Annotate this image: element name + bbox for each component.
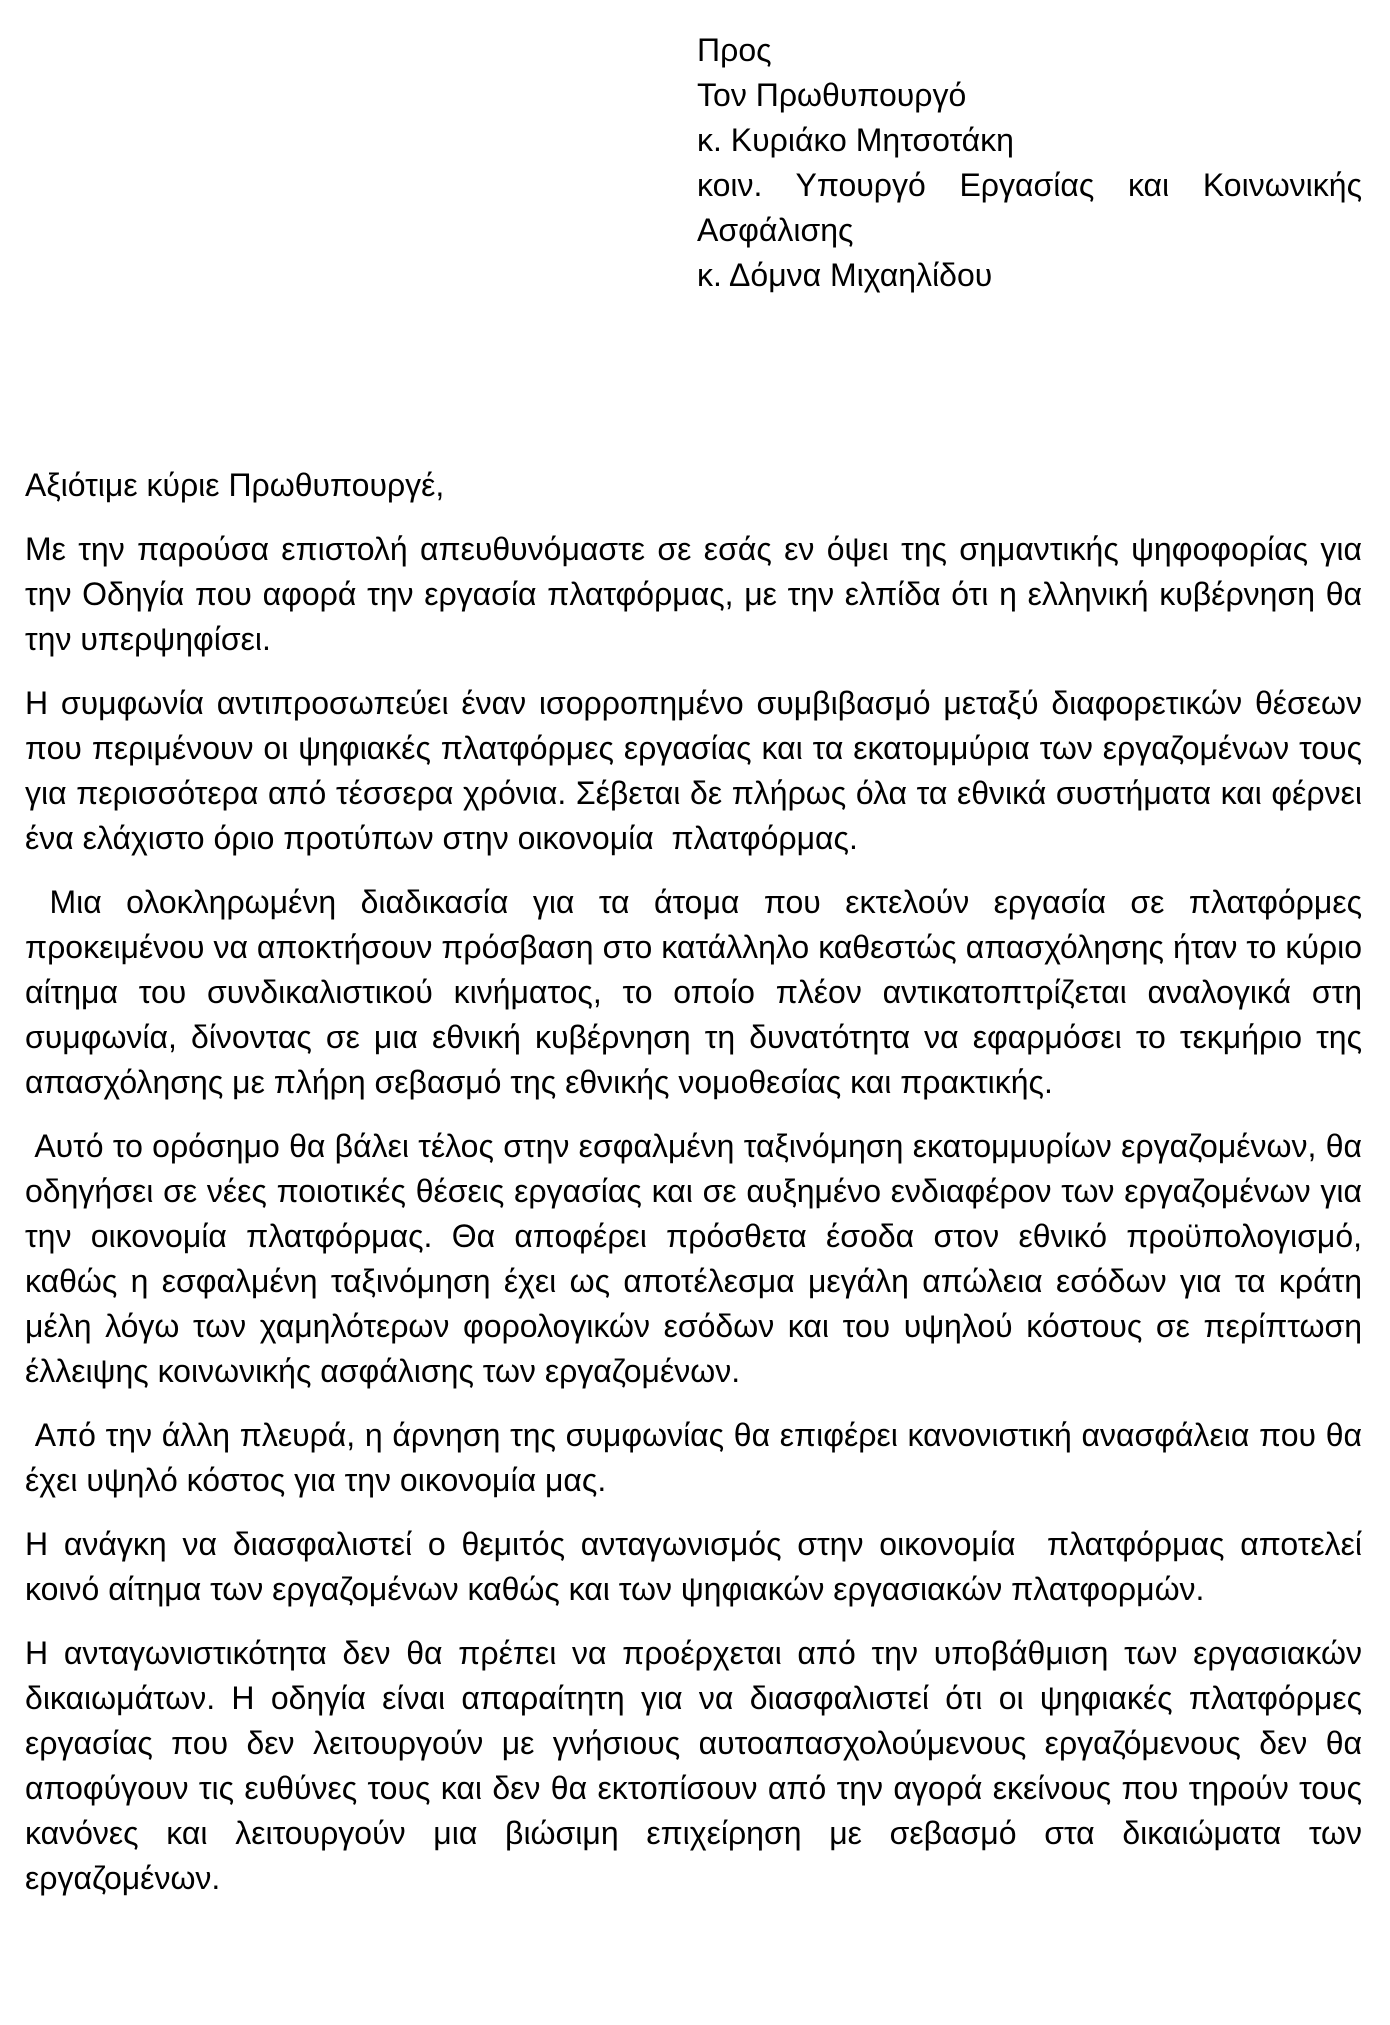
recipient-block bbox=[697, 28, 1362, 298]
cc-line: κοιν. Υπουργό Εργασίας και Κοινωνικής Ασφάλισης bbox=[697, 167, 1362, 248]
letter-paragraph-1: Με την παρούσα επιστολή απευθυνόμαστε σε εσάς εν όψει της σημαντικής ψηφοφορίας για την Οδηγία που αφορά την εργασία πλατφόρμας, με την ελπίδα ότι η ελληνική κυβέρνηση θα την υπερψηφίσει. bbox=[25, 531, 1371, 657]
recipient-title-line: Τον Πρωθυπουργό bbox=[697, 77, 967, 113]
letter-body bbox=[25, 463, 1371, 1901]
salutation: Αξιότιμε κύριε Πρωθυπουργέ, bbox=[25, 467, 445, 503]
cc-person-line: κ. Δόμνα Μιχαηλίδου bbox=[697, 257, 993, 293]
letter-paragraph-7: Η ανταγωνιστικότητα δεν θα πρέπει να προέρχεται από την υποβάθμιση των εργασιακών δικαιωμάτων. Η οδηγία είναι απαραίτητη για να διασφαλιστεί ότι οι ψηφιακές πλατφόρμες εργασίας που δεν λειτουργούν με γνήσιους αυτοαπασχολούμενους εργαζόμενους δεν θα αποφύγουν τις ευθύνες τους και δεν θα εκτοπίσουν από την αγορά εκείνους που τηρούν τους κανόνες και λειτουργούν μια βιώσιμη επιχείρηση με σεβασμό στα δικαιώματα των εργαζομένων. bbox=[25, 1635, 1371, 1896]
recipient-to-label: Προς bbox=[697, 32, 772, 68]
letter-paragraph-5: Από την άλλη πλευρά, η άρνηση της συμφωνίας θα επιφέρει κανονιστική ανασφάλεια που θα έχει υψηλό κόστος για την οικονομία μας. bbox=[25, 1417, 1371, 1498]
letter-paragraph-3: Μια ολοκληρωμένη διαδικασία για τα άτομα που εκτελούν εργασία σε πλατφόρμες προκειμένου να αποκτήσουν πρόσβαση στο κατάλληλο καθεστώς απασχόλησης ήταν το κύριο αίτημα του συνδικαλιστικού κινήματος, το οποίο πλέον αντικατοπτρίζεται αναλογικά στη συμφωνία, δίνοντας σε μια εθνική κυβέρνηση τη δυνατότητα να εφαρμόσει το τεκμήριο της απασχόλησης με πλήρη σεβασμό της εθνικής νομοθεσίας και πρακτικής. bbox=[25, 884, 1371, 1100]
letter-paragraph-6: Η ανάγκη να διασφαλιστεί ο θεμιτός ανταγωνισμός στην οικονομία πλατφόρμας αποτελεί κοινό αίτημα των εργαζομένων καθώς και των ψηφιακών εργασιακών πλατφορμών. bbox=[25, 1526, 1371, 1607]
letter-paragraph-2: Η συμφωνία αντιπροσωπεύει έναν ισορροπημένο συμβιβασμό μεταξύ διαφορετικών θέσεων που περιμένουν οι ψηφιακές πλατφόρμες εργασίας και τα εκατομμύρια των εργαζομένων τους για περισσότερα από τέσσερα χρόνια. Σέβεται δε πλήρως όλα τα εθνικά συστήματα και φέρνει ένα ελάχιστο όριο προτύπων στην οικονομία πλατφόρμας. bbox=[25, 685, 1371, 856]
recipient-name-line: κ. Κυριάκο Μητσοτάκη bbox=[697, 122, 1014, 158]
recipient-name-block bbox=[697, 73, 1362, 163]
letter-paragraph-4: Αυτό το ορόσημο θα βάλει τέλος στην εσφαλμένη ταξινόμηση εκατομμυρίων εργαζομένων, θα οδηγήσει σε νέες ποιοτικές θέσεις εργασίας και σε αυξημένο ενδιαφέρον των εργαζομένων για την οικονομία πλατφόρμας. Θα αποφέρει πρόσθετα έσοδα στον εθνικό προϋπολογισμό, καθώς η εσφαλμένη ταξινόμηση έχει ως αποτέλεσμα μεγάλη απώλεια εσόδων για τα κράτη μέλη λόγω των χαμηλότερων φορολογικών εσόδων και του υψηλού κόστους σε περίπτωση έλλειψης κοινωνικής ασφάλισης των εργαζομένων. bbox=[25, 1128, 1371, 1389]
